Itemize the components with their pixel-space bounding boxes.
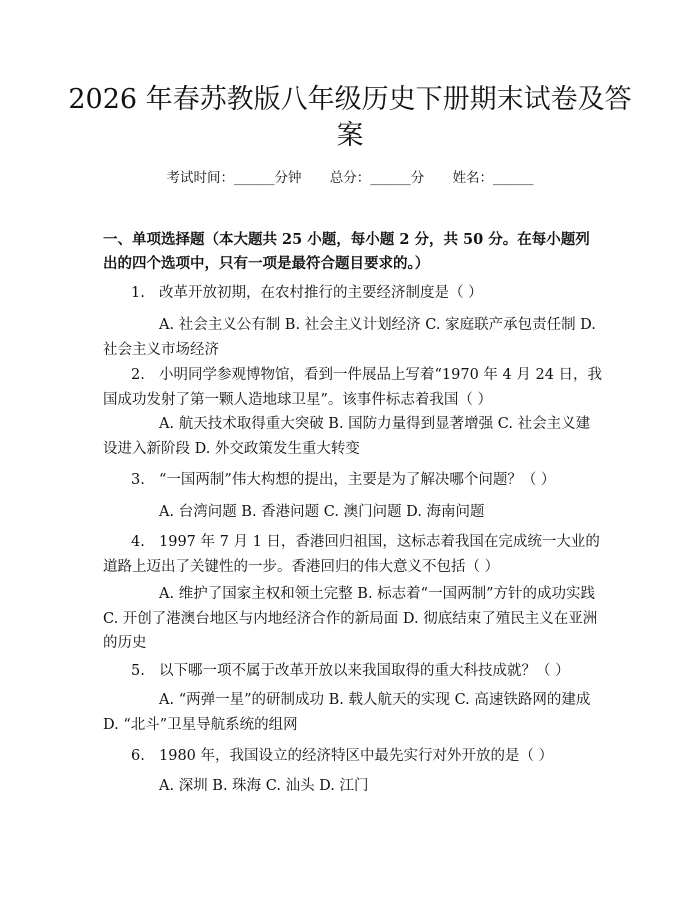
question-5-stem <box>103 659 603 684</box>
exam-time-label: 考试时间： <box>166 170 234 186</box>
question-3-stem <box>103 468 603 493</box>
question-3-text: “一国两制”伟大构想的提出，主要是为了解决哪个问题？（ ） <box>159 472 556 488</box>
question-4-stem <box>103 530 603 579</box>
question-2-options-text: A. 航天技术取得重大突破 B. 国防力量得到显著增强 C. 社会主义建设进入新阶段 D. 外交政策发生重大转变 <box>103 416 591 457</box>
question-4-number: 4. <box>131 534 145 550</box>
question-6-number: 6. <box>131 748 145 764</box>
total-score-field <box>330 170 425 186</box>
question-5-options <box>103 688 603 737</box>
exam-time-blank: ______ <box>233 170 275 186</box>
question-5-options-text: A. “两弹一星”的研制成功 B. 载人航天的实现 C. 高速铁路网的建成 D. “北斗”卫星导航系统的组网 <box>103 692 591 733</box>
question-1-number: 1. <box>131 285 145 301</box>
question-1-stem <box>103 281 603 306</box>
question-1-options <box>103 313 603 362</box>
exam-time-field <box>166 170 301 186</box>
question-4-options-text: A. 维护了国家主权和领土完整 B. 标志着“一国两制”方针的成功实践 C. 开创了港澳台地区与内地经济合作的新局面 D. 彻底结束了殖民主义在亚洲的历史 <box>103 586 598 651</box>
question-2-stem <box>103 363 603 412</box>
question-6-text: 1980 年，我国设立的经济特区中最先实行对外开放的是（ ） <box>159 748 554 764</box>
question-4-text: 1997 年 7 月 1 日，香港回归祖国，这标志着我国在完成统一大业的道路上迈出了关键性的一步。香港回归的伟大意义不包括（ ） <box>103 534 600 575</box>
question-6-stem <box>103 744 603 769</box>
question-3-options <box>103 500 603 525</box>
total-score-label: 总分： <box>329 170 371 186</box>
section-1-heading: 一、单项选择题（本大题共 25 小题，每小题 2 分，共 50 分。在每小题列出的四个选项中，只有一项是最符合题目要求的。） <box>103 231 590 272</box>
exam-time-unit: 分钟 <box>274 170 302 186</box>
question-3-number: 3. <box>131 472 145 488</box>
student-name-blank: ______ <box>493 170 534 186</box>
question-2-number: 2. <box>131 367 145 383</box>
student-name-label: 姓名： <box>452 170 494 186</box>
question-1-text: 改革开放初期，在农村推行的主要经济制度是（ ） <box>159 285 483 301</box>
exam-title: 2026 年春苏教版八年级历史下册期末试卷及答案 <box>68 84 632 151</box>
question-2-text: 小明同学参观博物馆，看到一件展品上写着“1970 年 4 月 24 日，我国成功发射了第一颗人造地球卫星”。该事件标志着我国（ ） <box>103 367 603 408</box>
total-score-unit: 分 <box>410 170 425 186</box>
question-3-options-text: A. 台湾问题 B. 香港问题 C. 澳门问题 D. 海南问题 <box>159 504 485 520</box>
question-6-options <box>103 774 603 799</box>
total-score-blank: ______ <box>370 170 411 186</box>
question-5-text: 以下哪一项不属于改革开放以来我国取得的重大科技成就？（ ） <box>159 663 570 679</box>
question-1-options-text: A. 社会主义公有制 B. 社会主义计划经济 C. 家庭联产承包责任制 D. 社会主义市场经济 <box>103 317 596 358</box>
question-6-options-text: A. 深圳 B. 珠海 C. 汕头 D. 江门 <box>159 778 369 794</box>
question-2-options <box>103 412 603 461</box>
question-4-options <box>103 582 603 656</box>
student-name-field <box>453 170 534 186</box>
question-5-number: 5. <box>131 663 145 679</box>
exam-meta-line <box>0 168 700 188</box>
